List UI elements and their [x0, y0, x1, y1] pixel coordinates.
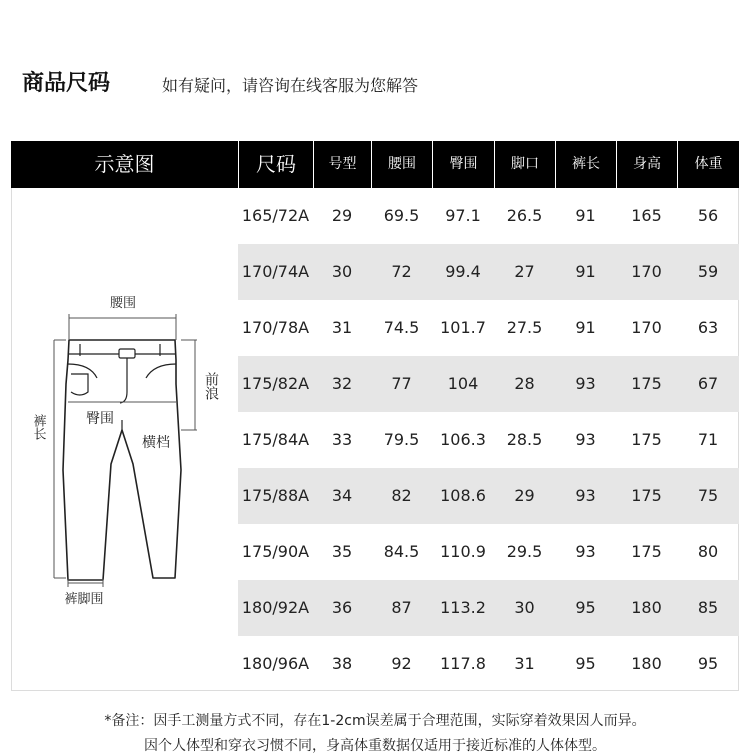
cell-hip: 97.1: [445, 206, 481, 225]
cell-hip: 108.6: [440, 486, 486, 505]
pants-measurement-diagram: [0, 0, 240, 620]
cell-hip: 117.8: [440, 654, 486, 673]
table-row: [238, 524, 739, 580]
cell-hip: 99.4: [445, 262, 481, 281]
cell-weight: 59: [697, 262, 719, 281]
cell-leg-opening: 28.5: [506, 430, 543, 449]
cell-length: 93: [575, 430, 596, 449]
footnote-line-2: 因个人体型和穿衣习惯不同，身高体重数据仅适用于接近标准的人体体型。: [144, 738, 606, 754]
cell-height: 180: [631, 598, 662, 617]
cell-model: 35: [331, 542, 353, 561]
cell-size: 175/88A: [241, 486, 310, 505]
cell-model: 36: [331, 598, 353, 617]
cell-weight: 67: [697, 374, 719, 393]
cell-hip: 110.9: [440, 542, 486, 561]
cell-model: 34: [331, 486, 353, 505]
table-row: [238, 412, 739, 468]
help-subtitle: 如有疑问，请咨询在线客服为您解答: [162, 76, 419, 95]
cell-hip: 113.2: [440, 598, 486, 617]
cell-model: 32: [331, 374, 353, 393]
cell-waist: 84.5: [383, 542, 420, 561]
diagram-header: 示意图: [94, 152, 155, 176]
column-header-length: 裤长: [572, 156, 600, 172]
cell-size: 180/92A: [241, 598, 310, 617]
cell-length: 91: [575, 262, 596, 281]
table-row: [238, 580, 739, 636]
column-header-size: 尺码: [256, 152, 296, 176]
cell-leg-opening: 26.5: [506, 206, 543, 225]
cell-length: 91: [575, 206, 596, 225]
cell-hip: 106.3: [440, 430, 486, 449]
cell-length: 95: [575, 598, 596, 617]
column-header-height: 身高: [633, 156, 661, 172]
cell-weight: 63: [697, 318, 719, 337]
cell-length: 93: [575, 486, 596, 505]
cell-size: 170/78A: [241, 318, 310, 337]
label-pant-length: 裤长: [30, 414, 46, 440]
label-front-rise: 前浪: [203, 372, 219, 400]
cell-waist: 82: [391, 486, 412, 505]
cell-height: 165: [631, 206, 662, 225]
cell-waist: 79.5: [383, 430, 420, 449]
cell-leg-opening: 29: [514, 486, 535, 505]
cell-waist: 92: [391, 654, 412, 673]
cell-length: 91: [575, 318, 596, 337]
cell-leg-opening: 30: [514, 598, 535, 617]
cell-leg-opening: 27.5: [506, 318, 543, 337]
cell-length: 93: [575, 374, 596, 393]
cell-waist: 74.5: [383, 318, 420, 337]
cell-length: 95: [575, 654, 596, 673]
cell-height: 175: [631, 486, 662, 505]
column-header-waist: 腰围: [388, 156, 416, 172]
cell-height: 175: [631, 430, 662, 449]
cell-leg-opening: 29.5: [506, 542, 543, 561]
cell-weight: 95: [697, 654, 719, 673]
table-row: [238, 356, 739, 412]
label-crotch: 横档: [142, 435, 170, 451]
cell-height: 175: [631, 542, 662, 561]
cell-waist: 69.5: [383, 206, 420, 225]
cell-waist: 87: [391, 598, 412, 617]
column-header-hip: 臀围: [449, 156, 478, 172]
label-leg-opening: 裤脚围: [64, 592, 104, 607]
cell-height: 175: [631, 374, 662, 393]
pants-outline: [63, 340, 181, 580]
cell-weight: 71: [697, 430, 719, 449]
cell-leg-opening: 28: [514, 374, 535, 393]
cell-size: 175/82A: [241, 374, 310, 393]
cell-size: 175/90A: [241, 542, 310, 561]
cell-weight: 80: [697, 542, 719, 561]
cell-model: 31: [331, 318, 353, 337]
page-title: 商品尺码: [22, 71, 111, 96]
cell-leg-opening: 27: [514, 262, 535, 281]
cell-model: 38: [331, 654, 353, 673]
cell-weight: 75: [697, 486, 719, 505]
cell-weight: 56: [697, 206, 719, 225]
cell-length: 93: [575, 542, 596, 561]
table-row: [238, 636, 739, 692]
table-row: [238, 188, 739, 244]
table-row: [238, 244, 739, 300]
cell-size: 175/84A: [241, 430, 310, 449]
cell-hip: 101.7: [440, 318, 486, 337]
cell-model: 33: [331, 430, 353, 449]
cell-size: 180/96A: [241, 654, 310, 673]
column-header-leg-opening: 脚口: [511, 156, 539, 172]
column-header-weight: 体重: [694, 156, 723, 172]
cell-model: 30: [331, 262, 353, 281]
cell-size: 170/74A: [241, 262, 310, 281]
cell-waist: 72: [391, 262, 412, 281]
cell-height: 180: [631, 654, 662, 673]
table-row: [238, 468, 739, 524]
label-waist: 腰围: [109, 296, 137, 311]
cell-waist: 77: [391, 374, 412, 393]
cell-leg-opening: 31: [514, 654, 535, 673]
cell-height: 170: [631, 262, 662, 281]
cell-model: 29: [331, 206, 353, 225]
column-header-model: 号型: [328, 156, 357, 172]
cell-size: 165/72A: [241, 206, 310, 225]
cell-height: 170: [631, 318, 662, 337]
label-hip: 臀围: [86, 411, 114, 427]
footnote-line-1: *备注：因手工测量方式不同，存在1-2cm误差属于合理范围，实际穿着效果因人而异。: [104, 713, 646, 729]
cell-hip: 104: [447, 374, 479, 393]
cell-weight: 85: [697, 598, 719, 617]
table-row: [238, 300, 739, 356]
